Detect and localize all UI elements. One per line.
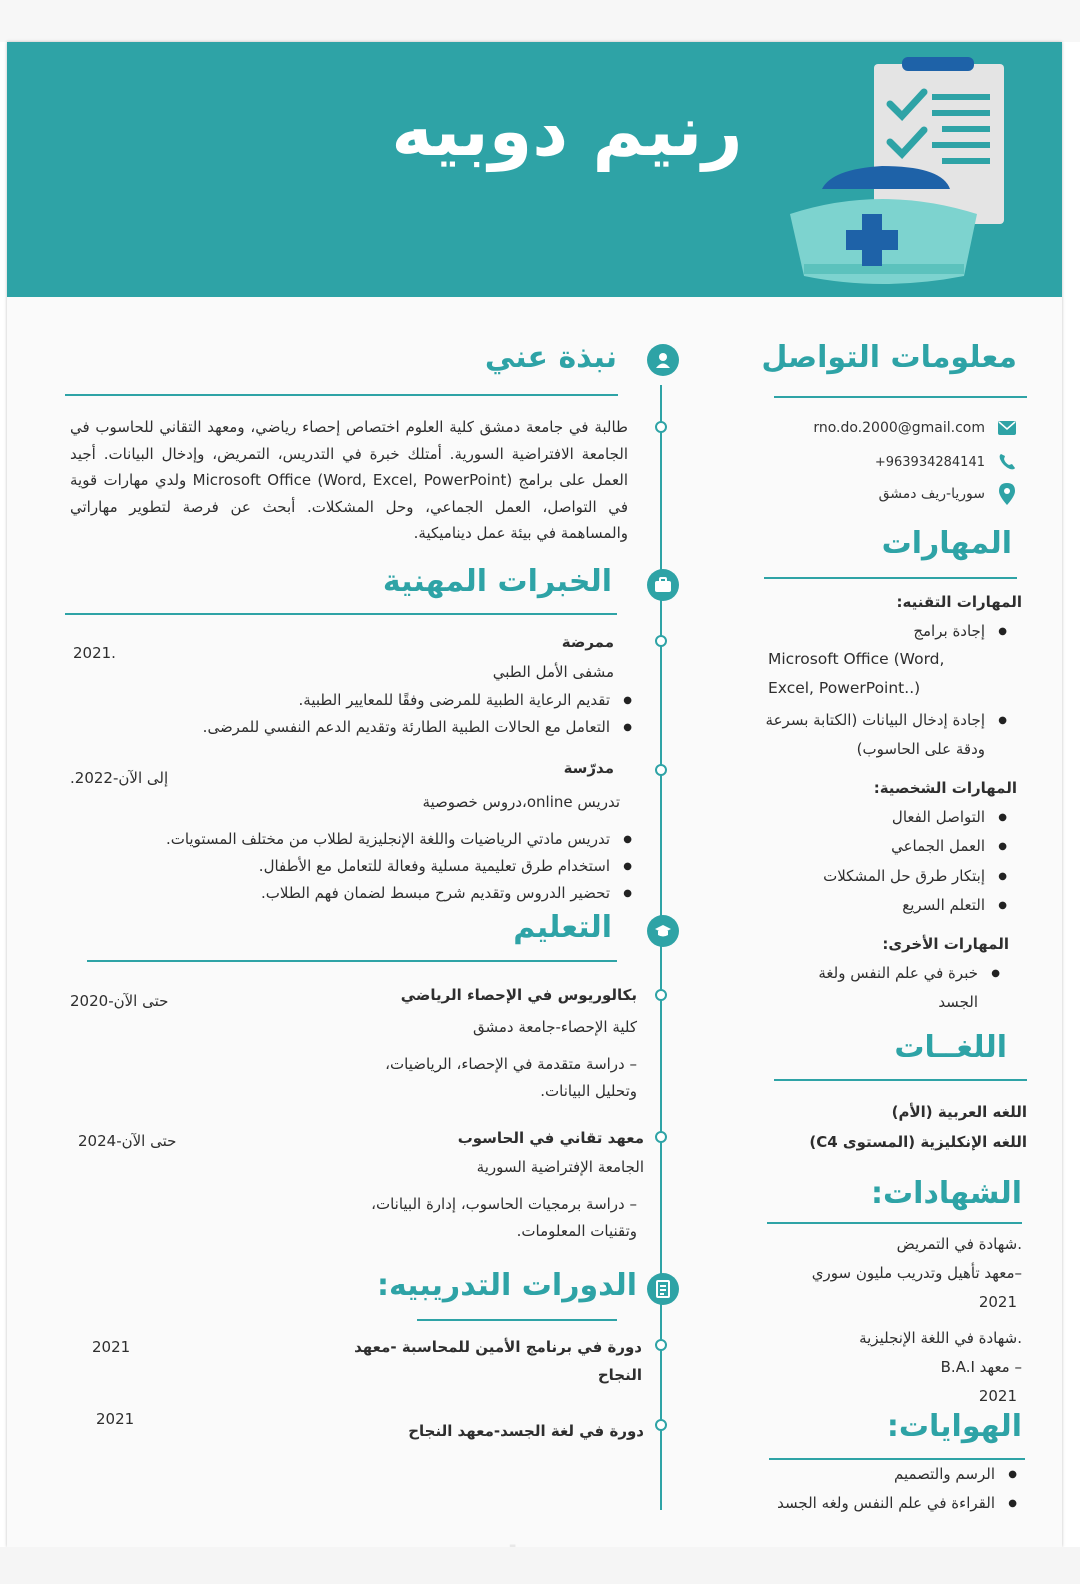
degree-date: حتى الآن-2024 [78,1132,177,1150]
degree-desc: – دراسة متقدمة في الإحصاء، الرياضيات، [385,1055,637,1073]
top-margin [0,0,1080,42]
timeline-node [655,1419,667,1431]
skill-item: ● إبتكار طرق حل المشكلات [767,862,1007,891]
header-banner [7,42,1062,297]
certificate-year: 2021 [978,1293,1017,1311]
course-year: 2021 [92,1338,131,1356]
timeline-node [655,1339,667,1351]
phone-text: +963934284141 [874,454,985,470]
degree-school: كلية الإحصاء-جامعة دمشق [472,1018,637,1036]
course-title: دورة في برنامج الأمين للمحاسبة -معهد [354,1338,642,1356]
hobbies-title: الهوايات: [886,1409,1022,1444]
location-pin-icon [997,484,1017,504]
experience-title: الخبرات المهنية [382,564,612,599]
job-task: ● تقديم الرعاية الطبية للمرضى وفقًا للمعايير الطبية. [72,687,632,714]
certificate-title: .شهادة في التمريض [896,1235,1022,1253]
job-date: 2021. [73,644,116,662]
contact-location [879,484,1017,504]
nurse-checklist-icon [782,54,1012,294]
experience-divider [65,613,617,615]
phone-icon [997,452,1017,472]
contact-email [813,418,1017,438]
job-task: ● تحضير الدروس وتقديم شرح مبسط لضمان فهم الطلاب. [52,880,632,907]
technical-skills-list [767,618,1007,645]
course-year: 2021 [96,1410,135,1428]
certificate-list-icon [647,1273,679,1305]
courses-title: الدورات التدريبيه: [376,1268,637,1303]
person-name: رنيم دوبيه [391,90,743,172]
job-org: تدريس online،دروس خصوصية [422,793,620,811]
degree-school: الجامعة الإفتراضية السورية [476,1158,644,1176]
skill-item: ● إجادة برامج [767,618,1007,645]
degree-desc: وتحليل البيانات. [540,1082,637,1100]
certificates-divider [767,1222,1022,1224]
personal-skills-title: المهارات الشخصية: [873,779,1017,797]
education-title: التعليم [513,910,612,945]
certificate-issuer: –معهد تأهيل وتدريب مليون سوري [811,1264,1022,1282]
email-text: rno.do.2000@gmail.com [813,420,985,436]
language-item: اللغه العربية (الأم) [891,1103,1027,1121]
hobby-item: ● الرسم والتصميم [697,1460,1017,1489]
other-skills-list [785,959,1000,1017]
job-task: ● استخدام طرق تعليمية مسلية وفعالة للتعامل مع الأطفال. [52,853,632,880]
location-text: سوريا-ريف دمشق [878,486,985,502]
course-title: النجاح [597,1366,642,1384]
job-role: ممرضة [561,633,614,651]
courses-divider [417,1319,617,1321]
timeline-node [655,764,667,776]
bottom-margin [0,1547,1080,1584]
resume-page [7,42,1062,1547]
contact-title: معلومات التواصل [761,340,1017,375]
certificate-title: .شهادة في اللغة الإنجليزية [859,1329,1022,1347]
job-task: ● تدريس مادتي الرياضيات واللغة الإنجليزية لطلاب من مختلف المستويات. [52,826,632,853]
degree-date: حتى الآن-2020 [70,992,169,1010]
technical-skills-list [762,706,1007,764]
skill-item: ● التعلم السريع [767,891,1007,920]
user-icon [647,344,679,376]
contact-divider [774,396,1027,398]
job-role: مدرّسة [563,759,614,777]
about-title: نبذة عني [484,340,617,375]
job-org: مشفى الأمل الطبي [492,663,614,681]
certificate-issuer: – معهد B.A.I [940,1358,1022,1376]
technical-skills-title: المهارات التقنيه: [896,593,1022,611]
hobby-item: ● القراءة في علم النفس ولغه الجسد [697,1489,1017,1518]
languages-divider [774,1079,1027,1081]
job-task: ● التعامل مع الحالات الطبية الطارئة وتقديم الدعم النفسي للمرضى. [72,714,632,741]
skill-item: ● العمل الجماعي [767,832,1007,861]
job-tasks [52,826,632,907]
about-text: طالبة في جامعة دمشق كلية العلوم اختصاص إحصاء رياضي، ومعهد التقاني للحاسوب في الجامعة الافتراضية السورية. أمتلك خبرة في التدريس، التمريض، وإدخال البيانات. أجيد العمل على برامج Microsoft Office (Word, Excel, PowerPoint) ولدي مهارات قوية في التواصل، العمل الجماعي، وحل المشكلات. أبحث عن فرصة لتطوير مهاراتي والمساهمة في بيئة عمل ديناميكية. [70,418,628,542]
certificate-year: 2021 [978,1387,1017,1405]
degree-desc: وتقنيات المعلومات. [516,1222,637,1240]
job-date: .إلى الآن-2022 [70,769,169,787]
about-divider [65,394,618,396]
education-divider [87,960,617,962]
timeline-node [655,989,667,1001]
contact-phone [875,452,1017,472]
course-title: دورة في لغة الجسد-معهد النجاح [408,1422,644,1440]
degree-title: بكالوريوس في الإحصاء الرياضي [400,986,637,1004]
certificates-title: الشهادات: [871,1176,1022,1211]
timeline-node [655,421,667,433]
skill-item: ● التواصل الفعال [767,803,1007,832]
timeline-node [655,635,667,647]
languages-title: اللغــات [894,1030,1007,1065]
hobbies-list [697,1460,1017,1518]
language-item: اللغه الإنكليزية (المستوى C4) [809,1133,1027,1151]
skills-divider [764,577,1017,579]
skill-item-cont: Excel, PowerPoint..) [768,679,921,697]
skill-item: ● خبرة في علم النفس ولغة الجسد [785,959,1000,1017]
skill-item: ● إجادة إدخال البيانات (الكتابة بسرعة ودقة على الحاسوب) [762,706,1007,764]
skill-item-cont: Microsoft Office (Word, [768,650,945,668]
envelope-icon [997,418,1017,438]
degree-desc: – دراسة برمجيات الحاسوب، إدارة البيانات، [371,1195,637,1213]
skills-title: المهارات [881,526,1012,561]
other-skills-title: المهارات الأخرى: [882,935,1009,953]
timeline-node [655,1131,667,1143]
degree-title: معهد تقاني في الحاسوب [457,1129,644,1147]
briefcase-icon [647,569,679,601]
graduation-cap-icon [647,915,679,947]
job-tasks [72,687,632,741]
personal-skills-list [767,803,1007,920]
